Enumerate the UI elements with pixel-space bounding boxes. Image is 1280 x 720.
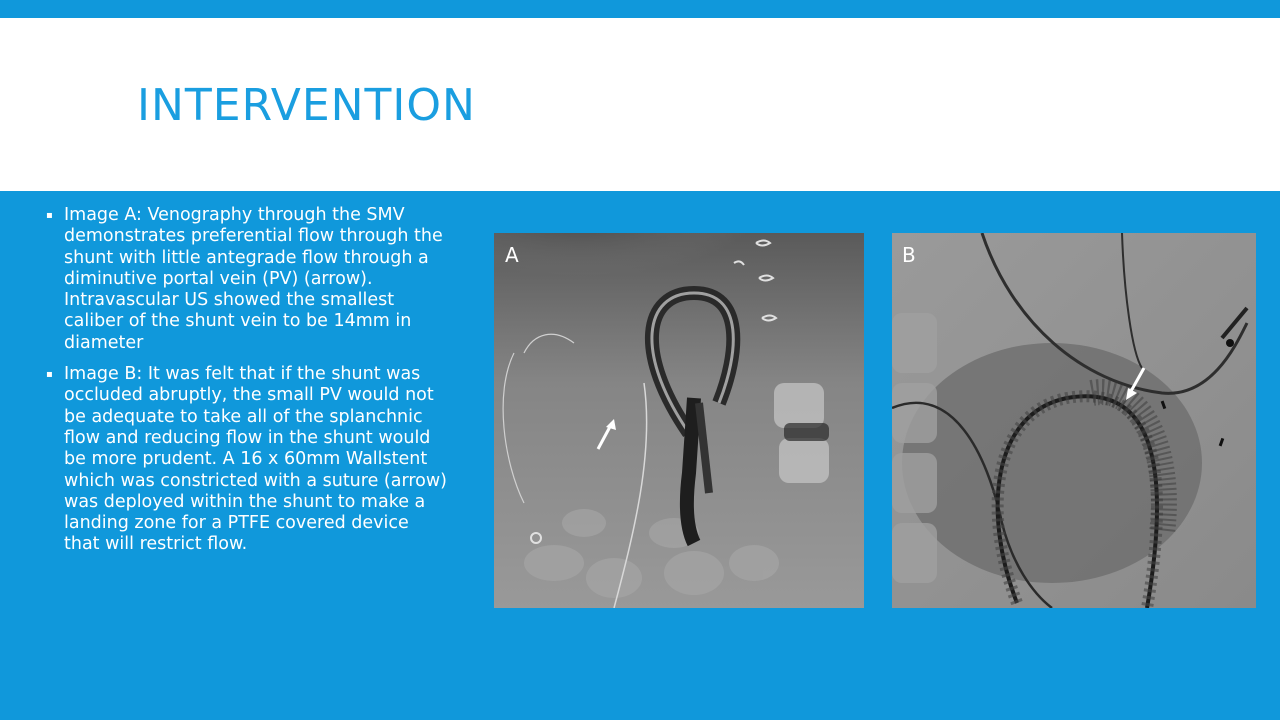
content-area — [0, 191, 1280, 720]
fluoroscopy-image — [892, 233, 1256, 608]
image-label-a: A — [505, 243, 519, 267]
image-label-b: B — [902, 243, 916, 267]
square-bullet-icon: ▪ — [46, 369, 53, 381]
bullet-item-image-b — [46, 364, 448, 556]
bullet-text-image-a: Image A: Venography through the SMV demonstrates preferential flow through the shunt with little antegrade flow through a diminutive portal vein (PV) (arrow). Intravascular US showed the smallest caliber of the shunt vein to be 14mm in diameter — [64, 205, 443, 353]
venography-image — [494, 233, 864, 608]
slide-title: INTERVENTION — [137, 80, 476, 131]
bullet-item-image-a — [46, 205, 448, 354]
title-area — [0, 18, 1280, 191]
square-bullet-icon: ▪ — [46, 210, 53, 221]
top-accent-bar — [0, 0, 1280, 18]
bullet-list — [46, 205, 448, 566]
bullet-text-image-b: Image B: It was felt that if the shunt was occluded abruptly, the small PV would not be adequate to take all of the splanchnic flow and reducing flow in the shunt would be more prudent. A 16 x 60mm Wallstent which was constricted with a suture (arrow) was deployed within the shunt to make a landing zone for a PTFE covered device that will restrict flow. — [64, 364, 448, 555]
